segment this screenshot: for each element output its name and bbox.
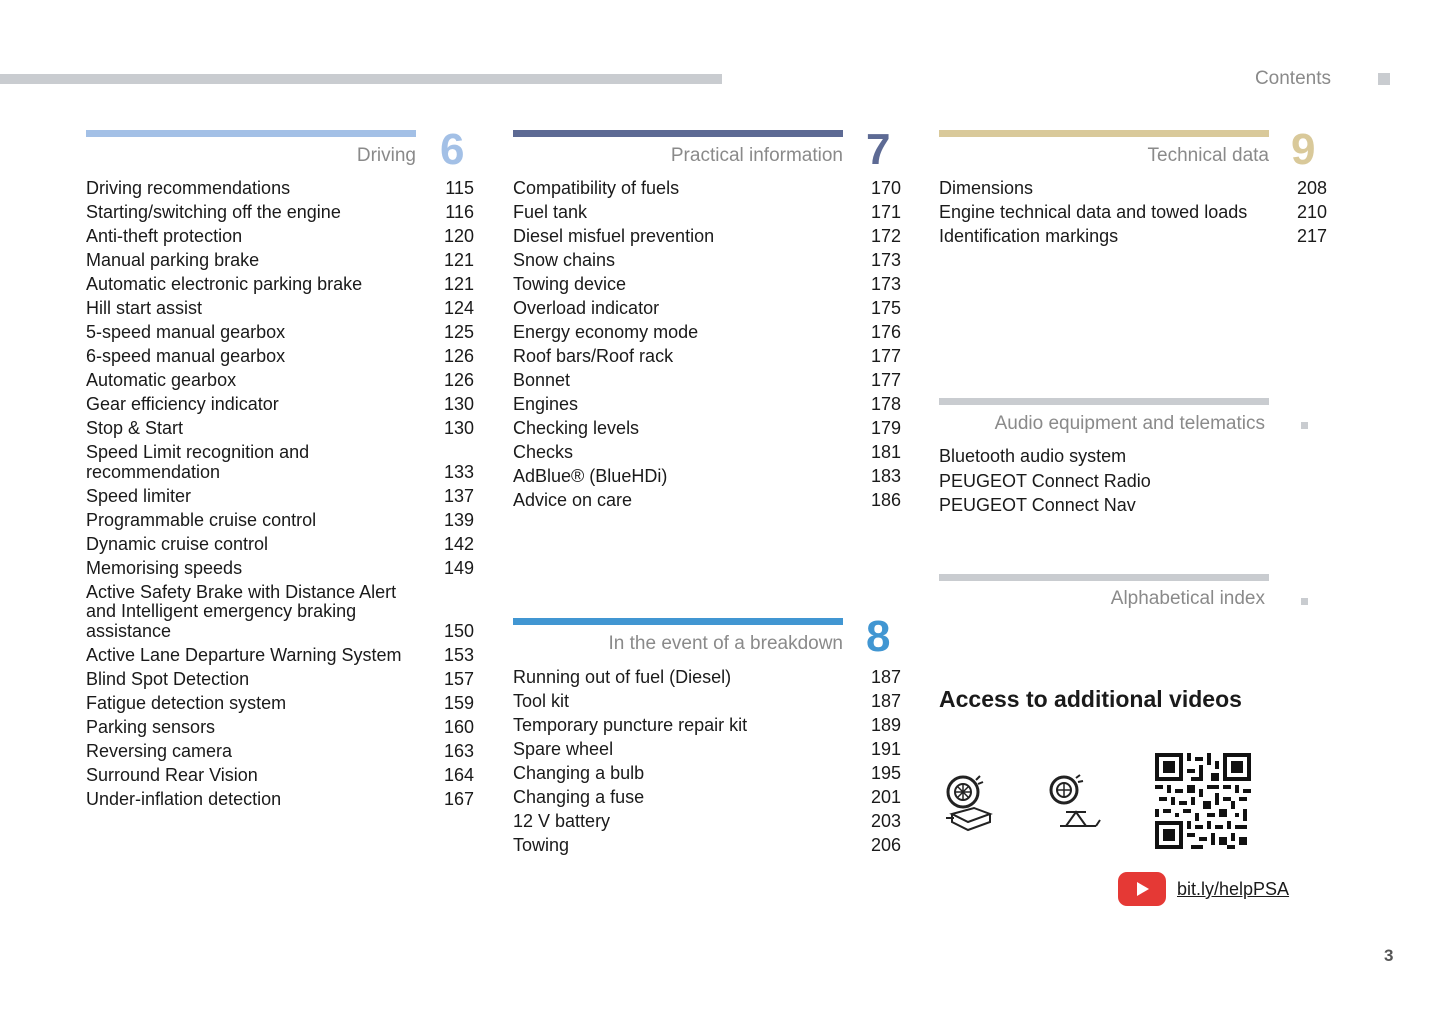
- toc-entry[interactable]: Temporary puncture repair kit 189: [513, 715, 901, 735]
- toc-entry[interactable]: Surround Rear Vision 164: [86, 764, 474, 785]
- section-driving-number: 6: [440, 125, 465, 174]
- toc-entry[interactable]: Driving recommendations 115: [86, 178, 474, 198]
- toc-entry[interactable]: Compatibility of fuels 170: [513, 178, 901, 198]
- wheel-jack-icon: [1046, 774, 1102, 832]
- section-driving-header: [86, 130, 416, 170]
- video-link[interactable]: bit.ly/helpPSA: [1177, 879, 1290, 899]
- toc-entry[interactable]: Manual parking brake 121: [86, 250, 474, 270]
- toc-entry[interactable]: Towing 206: [513, 835, 901, 855]
- toc-entry[interactable]: Starting/switching off the engine 116: [86, 202, 474, 222]
- toc-entry[interactable]: Changing a bulb 195: [513, 763, 901, 783]
- toc-entry[interactable]: Stop & Start 130: [86, 418, 474, 438]
- toc-entry[interactable]: Changing a fuse 201: [513, 787, 901, 807]
- toc-entry[interactable]: PEUGEOT Connect Radio: [939, 470, 1151, 491]
- toc-entry[interactable]: Bonnet 177: [513, 370, 901, 390]
- videos-title: Access to additional videos: [939, 686, 1242, 712]
- toc-entry[interactable]: Under-inflation detection 167: [86, 788, 474, 809]
- toc-entry[interactable]: Dimensions 208: [939, 178, 1327, 198]
- toc-entry[interactable]: Energy economy mode 176: [513, 322, 901, 342]
- toc-entry[interactable]: Programmable cruise control 139: [86, 509, 474, 530]
- section-technical-number: 9: [1291, 125, 1316, 174]
- qr-code-icon[interactable]: [1155, 753, 1251, 849]
- section-breakdown-title: In the event of a breakdown: [608, 633, 843, 654]
- section-technical-title: Technical data: [1147, 145, 1269, 166]
- toc-entry[interactable]: Active Lane Departure Warning System 153: [86, 644, 474, 665]
- toc-entry[interactable]: Running out of fuel (Diesel) 187: [513, 667, 901, 687]
- toc-entry[interactable]: Memorising speeds 149: [86, 557, 474, 578]
- section-technical-header: [939, 130, 1269, 170]
- toc-entry[interactable]: PEUGEOT Connect Nav: [939, 495, 1136, 515]
- toc-entry[interactable]: Gear efficiency indicator 130: [86, 394, 474, 414]
- header-square-icon: [1378, 73, 1390, 85]
- toc-entry[interactable]: Reversing camera 163: [86, 740, 474, 761]
- tyre-repair-kit-icon: [942, 774, 994, 832]
- toc-entry[interactable]: Speed limiter 137: [86, 485, 474, 506]
- section-index-bar: [939, 574, 1269, 581]
- toc-entry[interactable]: 6-speed manual gearbox 126: [86, 346, 474, 366]
- section-practical-list: [513, 177, 901, 513]
- youtube-play-icon[interactable]: [1118, 872, 1166, 906]
- section-breakdown-number: 8: [866, 612, 891, 661]
- section-driving-bar: [86, 130, 416, 137]
- section-practical-number: 7: [866, 125, 891, 174]
- toc-entry[interactable]: Snow chains 173: [513, 250, 901, 270]
- section-driving-title: Driving: [356, 145, 416, 166]
- section-audio-title: Audio equipment and telematics: [994, 413, 1265, 434]
- toc-entry[interactable]: 5-speed manual gearbox 125: [86, 322, 474, 342]
- section-audio-square-icon: [1301, 422, 1308, 429]
- toc-entry[interactable]: Checking levels 179: [513, 418, 901, 438]
- section-breakdown-bar: [513, 618, 843, 625]
- toc-entry[interactable]: Engines 178: [513, 394, 901, 414]
- section-technical-bar: [939, 130, 1269, 137]
- toc-entry[interactable]: AdBlue® (BlueHDi) 183: [513, 466, 901, 486]
- section-practical-title: Practical information: [670, 145, 843, 166]
- toc-entry[interactable]: Automatic gearbox 126: [86, 370, 474, 390]
- toc-entry[interactable]: 12 V battery 203: [513, 811, 901, 831]
- section-breakdown-list: [513, 666, 901, 858]
- toc-entry[interactable]: Identification markings 217: [939, 226, 1327, 246]
- toc-entry[interactable]: Advice on care 186: [513, 490, 901, 510]
- toc-entry[interactable]: Roof bars/Roof rack 177: [513, 346, 901, 366]
- section-practical-header: [513, 130, 843, 170]
- page-header-title: Contents: [1254, 68, 1331, 89]
- toc-entry[interactable]: Active Safety Brake with Distance Alert and Intelligent emergency braking assistance 150: [86, 581, 474, 641]
- toc-entry[interactable]: Fatigue detection system 159: [86, 692, 474, 713]
- toc-entry[interactable]: Bluetooth audio system: [939, 446, 1127, 466]
- toc-entry[interactable]: Tool kit 187: [513, 691, 901, 711]
- toc-entry[interactable]: Dynamic cruise control 142: [86, 533, 474, 554]
- section-index-header[interactable]: [939, 574, 1269, 614]
- page-number: 3: [1384, 946, 1394, 965]
- header-rule: [0, 74, 722, 84]
- toc-entry[interactable]: Towing device 173: [513, 274, 901, 294]
- toc-entry[interactable]: Anti-theft protection 120: [86, 226, 474, 246]
- toc-entry[interactable]: Spare wheel 191: [513, 739, 901, 759]
- section-audio-header: [939, 398, 1269, 438]
- toc-entry[interactable]: Checks 181: [513, 442, 901, 462]
- toc-entry[interactable]: Blind Spot Detection 157: [86, 668, 474, 689]
- section-driving-list: [86, 177, 474, 812]
- section-breakdown-header: [513, 618, 843, 658]
- toc-entry[interactable]: Fuel tank 171: [513, 202, 901, 222]
- section-index-title: Alphabetical index: [1110, 588, 1265, 609]
- toc-entry[interactable]: Parking sensors 160: [86, 716, 474, 737]
- toc-entry[interactable]: Hill start assist 124: [86, 298, 474, 318]
- toc-entry[interactable]: Automatic electronic parking brake 121: [86, 274, 474, 294]
- section-technical-list: [939, 177, 1327, 249]
- section-index-square-icon: [1301, 598, 1308, 605]
- toc-entry[interactable]: Engine technical data and towed loads 210: [939, 202, 1327, 222]
- toc-entry[interactable]: Diesel misfuel prevention 172: [513, 226, 901, 246]
- play-triangle-icon: [1118, 872, 1166, 906]
- section-audio-bar: [939, 398, 1269, 405]
- toc-entry[interactable]: Overload indicator 175: [513, 298, 901, 318]
- toc-entry[interactable]: Speed Limit recognition and recommendation 133: [86, 442, 474, 482]
- section-audio-list: [939, 444, 1269, 518]
- section-practical-bar: [513, 130, 843, 137]
